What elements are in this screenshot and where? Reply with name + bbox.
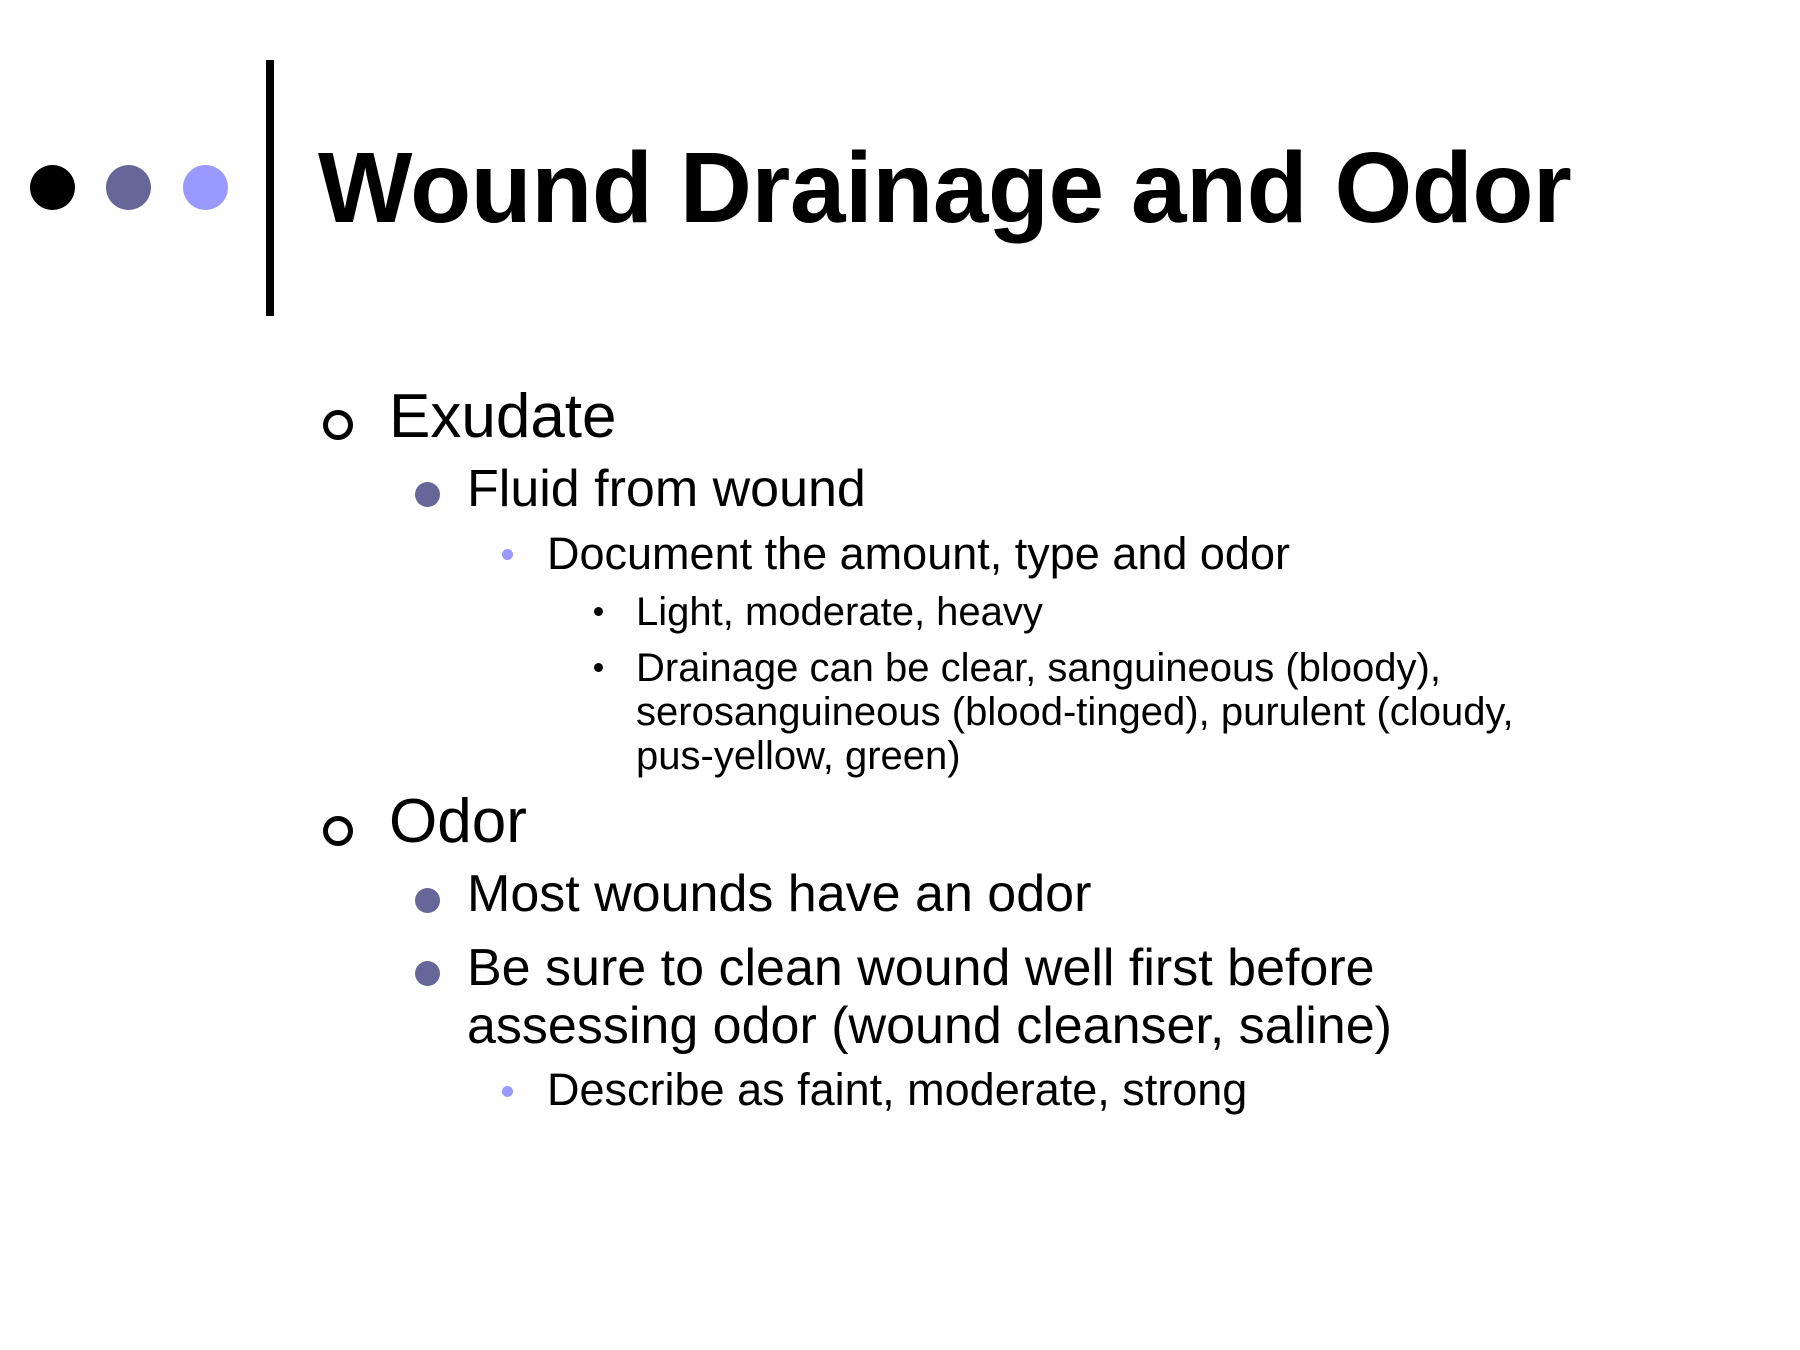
bullet-describe-odor: Describe as faint, moderate, strong: [547, 1064, 1248, 1115]
hollow-circle-bullet-icon: [323, 816, 353, 846]
bullet-document-amount: Document the amount, type and odor: [547, 528, 1290, 579]
hollow-circle-bullet-icon: [323, 410, 353, 440]
decor-dot-black: [30, 165, 75, 210]
decor-dot-slate: [106, 165, 151, 210]
bullet-clean-wound-line1: Be sure to clean wound well first before: [467, 939, 1375, 997]
bullet-most-wounds-odor: Most wounds have an odor: [467, 865, 1092, 923]
bullet-fluid-from-wound: Fluid from wound: [467, 460, 866, 518]
bullet-drainage-types-line2: serosanguineous (blood-tinged), purulent (cloudy,: [636, 690, 1514, 734]
bullet-clean-wound-line2: assessing odor (wound cleanser, saline): [467, 997, 1392, 1055]
bullet-drainage-types-line1: Drainage can be clear, sanguineous (bloody),: [636, 646, 1441, 690]
bullet-odor: Odor: [389, 787, 527, 856]
slide-title: Wound Drainage and Odor: [318, 132, 1572, 244]
bullet-light-moderate-heavy: Light, moderate, heavy: [636, 590, 1043, 634]
small-dot-bullet-icon: [502, 1086, 513, 1097]
small-dot-bullet-icon: [594, 663, 603, 672]
filled-circle-bullet-icon: [415, 482, 440, 507]
decor-dot-lavender: [183, 165, 228, 210]
title-divider-line: [266, 60, 274, 316]
filled-circle-bullet-icon: [415, 961, 440, 986]
bullet-drainage-types-line3: pus-yellow, green): [636, 734, 961, 778]
filled-circle-bullet-icon: [415, 888, 440, 913]
bullet-exudate: Exudate: [389, 382, 617, 451]
small-dot-bullet-icon: [502, 549, 513, 560]
small-dot-bullet-icon: [594, 607, 603, 616]
